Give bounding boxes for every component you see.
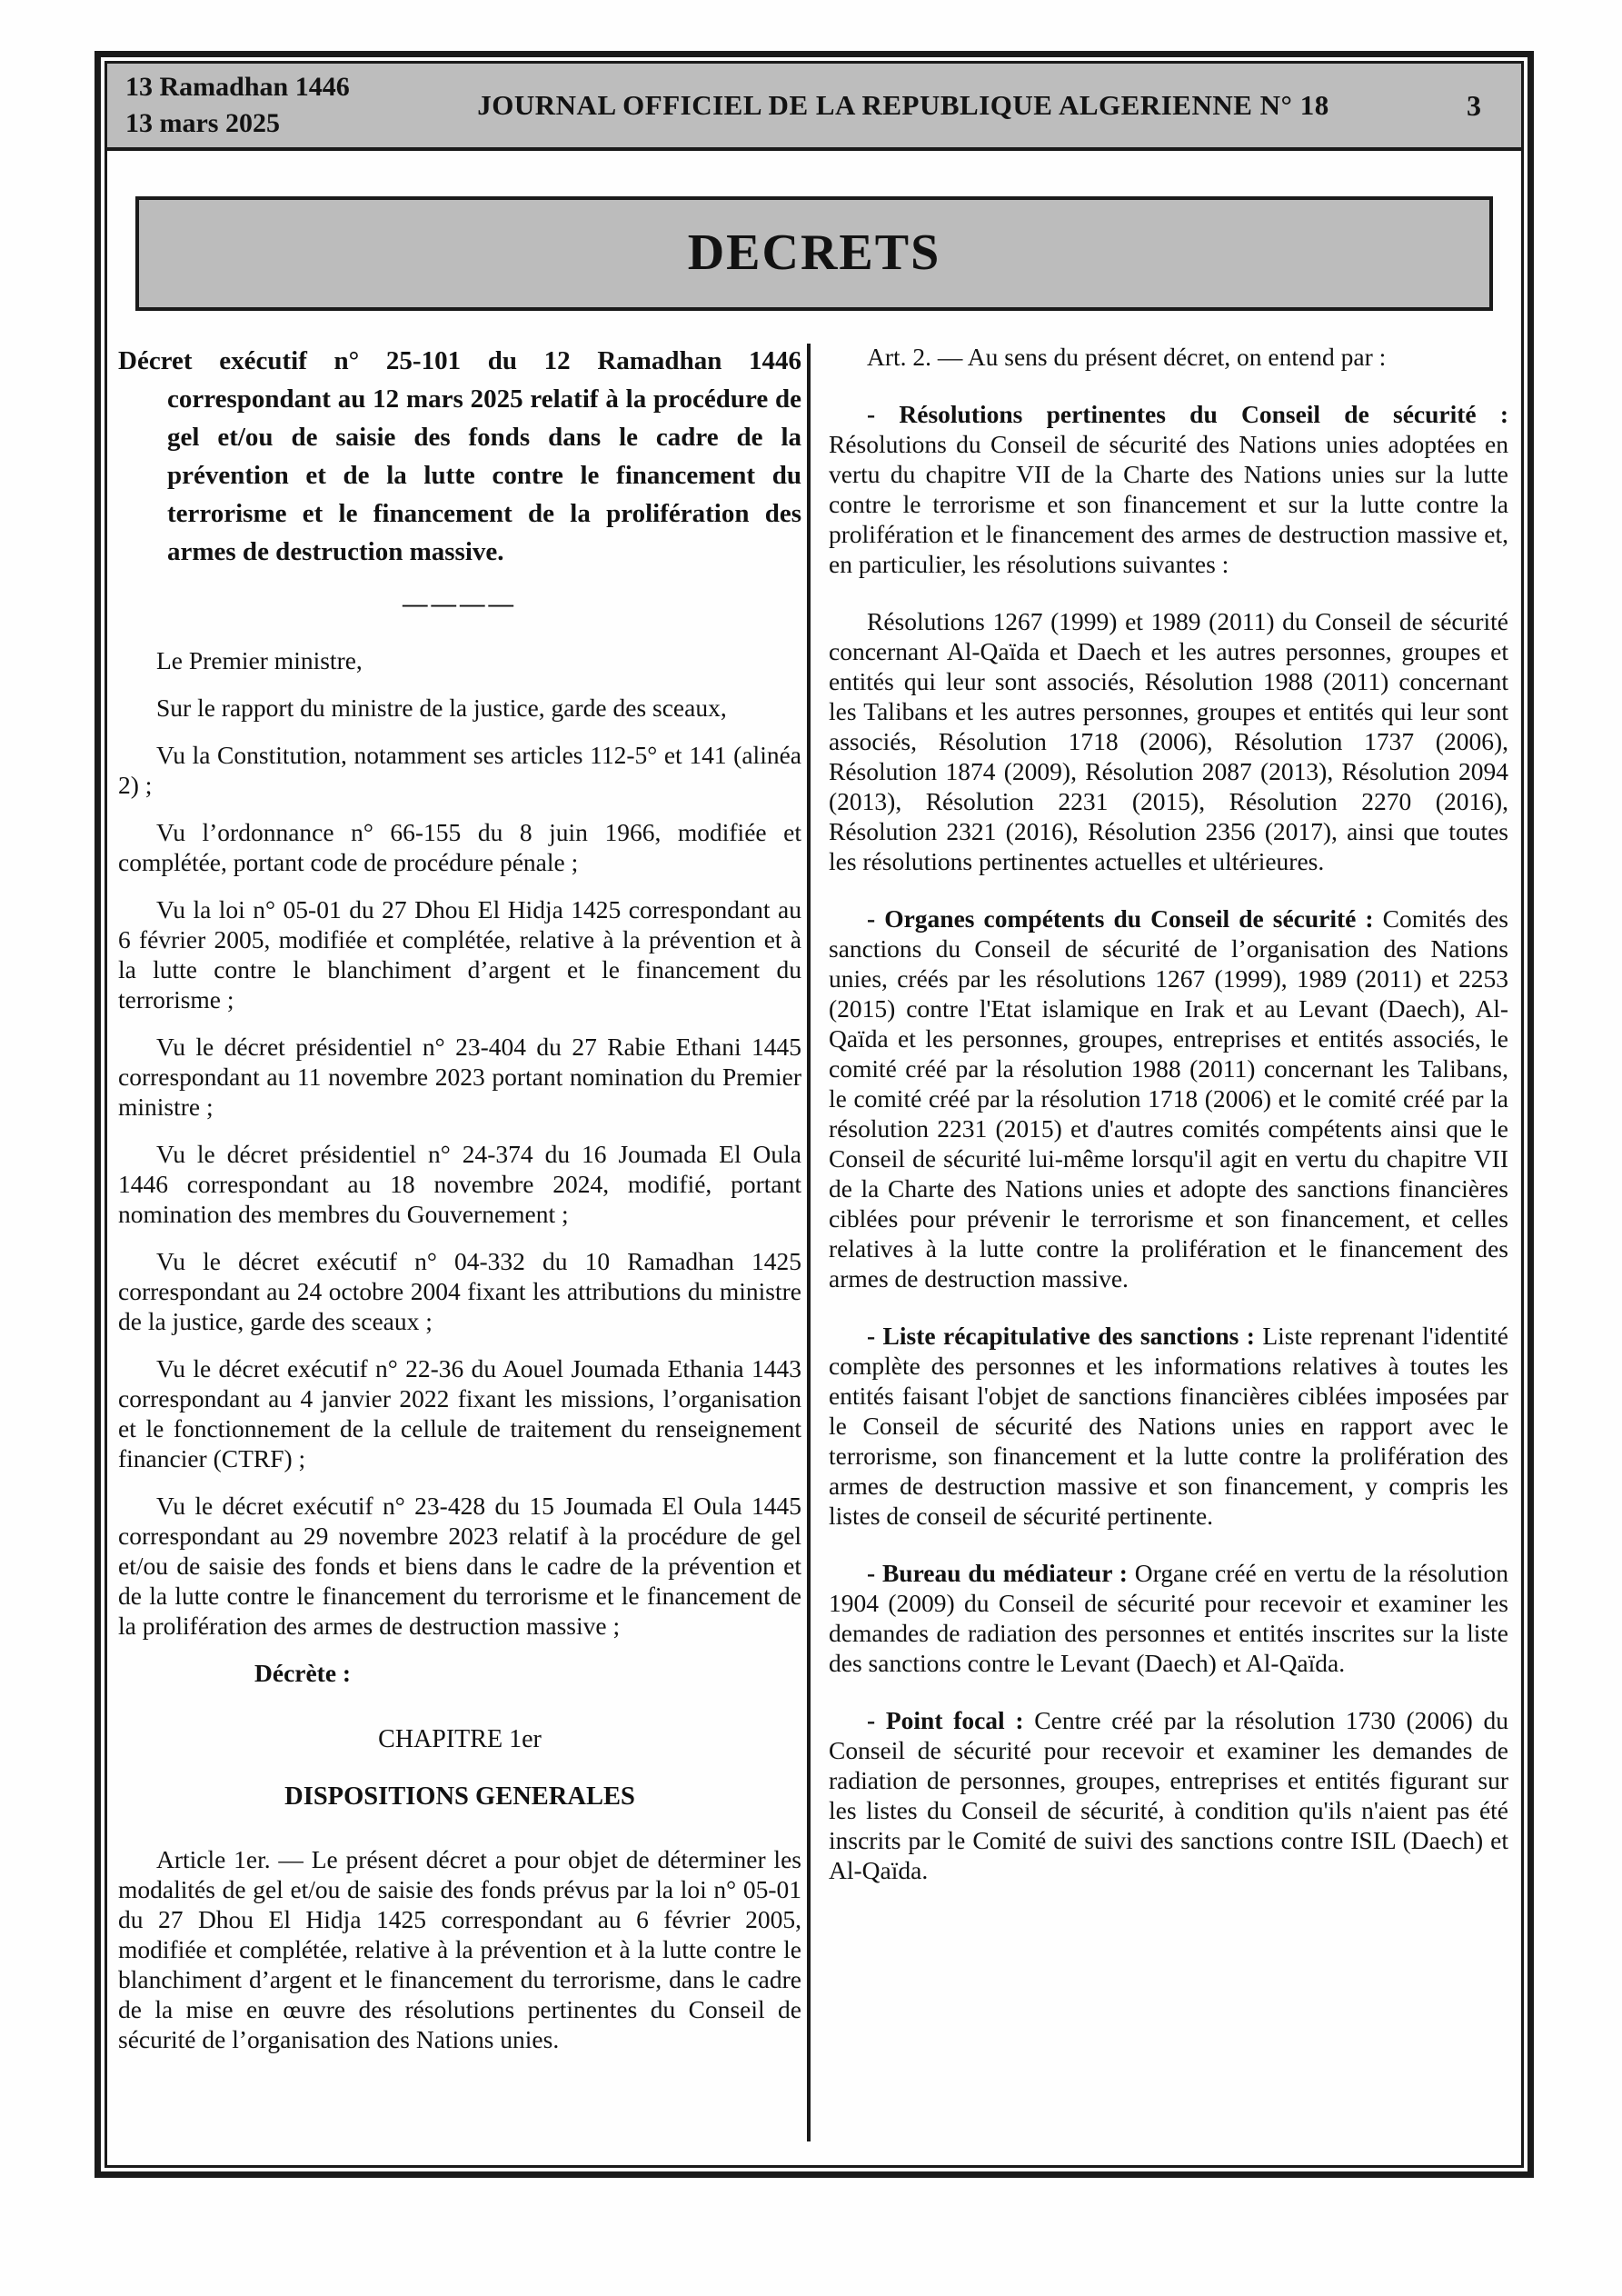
definition-term: - Liste récapitulative des sanctions : xyxy=(867,1322,1255,1350)
definition-term: - Bureau du médiateur : xyxy=(867,1559,1128,1587)
definition-liste-recapitulative xyxy=(829,1321,1508,1531)
definition-term: - Organes compétents du Conseil de sécurité : xyxy=(867,904,1374,933)
definition-text: Résolutions du Conseil de sécurité des Nations unies adoptées en vertu du chapitre VII de la Charte des Nations unies sur la lutte contre le terrorisme et son financement et sur la lutte contre la prolifération et le financement des armes de destruction massive et, en particulier, les résolutions suivantes : xyxy=(829,430,1508,578)
page-number: 3 xyxy=(1467,88,1481,122)
definition-organes-competents xyxy=(829,903,1508,1293)
date-gregorian: 13 mars 2025 xyxy=(125,108,280,138)
definition-text: Centre créé par la résolution 1730 (2006) du Conseil de sécurité pour recevoir et examiner les demandes de radiation de personnes, groupes, entreprises et entités figurant sur les listes du Conseil de sécurité, à condition qu'ils n'aient pas été inscrits par le Comité de suivi des sanctions contre ISIL (Daech) et Al-Qaïda. xyxy=(829,1706,1508,1884)
definition-term: - Résolutions pertinentes du Conseil de sécurité : xyxy=(867,400,1508,428)
decree-title: Décret exécutif n° 25-101 du 12 Ramadhan 1446 correspondant au 12 mars 2025 relatif à la procédure de gel et/ou de saisie des fonds dans le cadre de la prévention et de la lutte contre le financement du terrorisme et le financement de la prolifération des armes de destruction massive. xyxy=(118,346,801,566)
chapter-title: DISPOSITIONS GENERALES xyxy=(284,1782,635,1811)
definition-point-focal xyxy=(829,1705,1508,1885)
header-dates xyxy=(125,69,425,142)
two-column-layout xyxy=(118,342,1514,2165)
section-banner xyxy=(135,196,1493,311)
paragraph-rapport: Sur le rapport du ministre de la justice, garde des sceaux, xyxy=(156,694,727,722)
definition-text: Liste reprenant l'identité complète des personnes et les informations relatives à toutes les entités faisant l'objet de sanctions financières ciblées imposées par le Conseil de sécurité des Nations unies en rapport avec le terrorisme, son financement et la lutte contre la prolifération des armes de destruction massive et son financement, y compris les listes de conseil de sécurité pertinente. xyxy=(829,1322,1509,1530)
left-column xyxy=(118,342,801,2165)
page-frame-outer xyxy=(95,51,1534,2178)
date-hijri: 13 Ramadhan 1446 xyxy=(125,72,350,102)
dash-separator: ———— xyxy=(403,589,517,617)
right-column xyxy=(829,342,1514,2165)
paragraph-vu-decret-04-332: Vu le décret exécutif n° 04-332 du 10 Ramadhan 1425 correspondant au 24 octobre 2004 fixant les attributions du ministre de la justice, garde des sceaux ; xyxy=(118,1247,801,1335)
paragraph-vu-decret-22-36: Vu le décret exécutif n° 22-36 du Aouel Joumada Ethania 1443 correspondant au 4 janvier 2022 fixant les missions, l’organisation et le fonctionnement de la cellule de traitement du renseignement financier (CTRF) ; xyxy=(118,1354,801,1472)
definition-text: Comités des sanctions du Conseil de sécurité de l’organisation des Nations unies, créés par les résolutions 1267 (1999), 1989 (2011) et 2253 (2015) contre l'Etat islamique en Irak et au Levant (Daech), Al-Qaïda et les personnes, groupes, entreprises et entités associés, le comité créé par la résolution 1988 (2011) concernant les Talibans, le comité créé par la résolution 1718 (2006) et le comité créé par la résolution 2231 (2015) et d'autres comités compétents ainsi que le Conseil de sécurité lui-même lorsqu'il agit en vertu du chapitre VII de la Charte des Nations unies et adopte des sanctions financières ciblées pour prévenir le terrorisme et son financement, et celles relatives à la lutte contre la prolifération et le financement des armes de destruction massive. xyxy=(829,904,1508,1293)
paragraph-vu-ordonnance: Vu l’ordonnance n° 66-155 du 8 juin 1966, modifiée et complétée, portant code de procédure pénale ; xyxy=(118,818,801,876)
chapter-heading: CHAPITRE 1er xyxy=(378,1725,542,1753)
paragraph-vu-decret-23-404: Vu le décret présidentiel n° 23-404 du 27 Rabie Ethani 1445 correspondant au 11 novembre 2023 portant nomination du Premier ministre ; xyxy=(118,1033,801,1121)
column-divider xyxy=(807,344,811,2141)
paragraph-resolutions-list: Résolutions 1267 (1999) et 1989 (2011) du Conseil de sécurité concernant Al-Qaïda et Daech et les autres personnes, groupes et entités qui leur sont associés, Résolution 1988 (2011) concernant les Talibans et les autres personnes, groupes et entités qui leur sont associés, Résolution 1718 (2006), Résolution 1737 (2006), Résolution 1874 (2009), Résolution 2087 (2013), Résolution 2094 (2013), Résolution 2231 (2015), Résolution 2270 (2016), Résolution 2321 (2016), Résolution 2356 (2017), ainsi que toutes les résolutions pertinentes actuelles et ultérieures. xyxy=(829,607,1508,875)
paragraph-vu-decret-24-374: Vu le décret présidentiel n° 24-374 du 16 Joumada El Oula 1446 correspondant au 18 novembre 2024, modifié, portant nomination des membres du Gouvernement ; xyxy=(118,1140,801,1228)
header-band xyxy=(107,64,1521,151)
definition-bureau-mediateur xyxy=(829,1558,1508,1678)
paragraph-premier-ministre: Le Premier ministre, xyxy=(156,646,363,674)
section-banner-title: DECRETS xyxy=(687,225,941,281)
journal-title: JOURNAL OFFICIEL DE LA REPUBLIQUE ALGERIENNE N° 18 xyxy=(477,89,1329,121)
page-frame-inner xyxy=(104,61,1524,2168)
definition-term: - Point focal : xyxy=(867,1706,1024,1734)
definition-text: Organe créé en vertu de la résolution 1904 (2009) du Conseil de sécurité pour recevoir et examiner les demandes de radiation des personnes et entités inscrites sur la liste des sanctions contre le Levant (Daech) et Al-Qaïda. xyxy=(829,1559,1508,1677)
paragraph-vu-constitution: Vu la Constitution, notamment ses articles 112-5° et 141 (alinéa 2) ; xyxy=(118,741,801,799)
definition-resolutions-pertinentes xyxy=(829,399,1508,579)
article-1-paragraph: Article 1er. — Le présent décret a pour objet de déterminer les modalités de gel et/ou de saisie des fonds prévus par la loi n° 05-01 du 27 Dhou El Hidja 1425 correspondant au 6 février 2005, modifiée et complétée, relative à la prévention et à la lutte contre le blanchiment d’argent et le financement du terrorisme, dans le cadre de la mise en œuvre des résolutions pertinentes du Conseil de sécurité de l’organisation des Nations unies. xyxy=(118,1845,801,2053)
article-2-paragraph: Art. 2. — Au sens du présent décret, on entend par : xyxy=(867,343,1387,371)
paragraph-vu-decret-23-428: Vu le décret exécutif n° 23-428 du 15 Joumada El Oula 1445 correspondant au 29 novembre 2023 relatif à la procédure de gel et/ou de saisie des fonds et biens dans le cadre de la prévention et de la lutte contre le financement du terrorisme et le financement de la prolifération des armes de destruction massive ; xyxy=(118,1492,801,1640)
decrete-word: Décrète : xyxy=(254,1659,352,1687)
paragraph-vu-loi-05-01: Vu la loi n° 05-01 du 27 Dhou El Hidja 1425 correspondant au 6 février 2005, modifiée et complétée, relative à la prévention et à la lutte contre le blanchiment d’argent et le financement du terrorisme ; xyxy=(118,895,801,1013)
